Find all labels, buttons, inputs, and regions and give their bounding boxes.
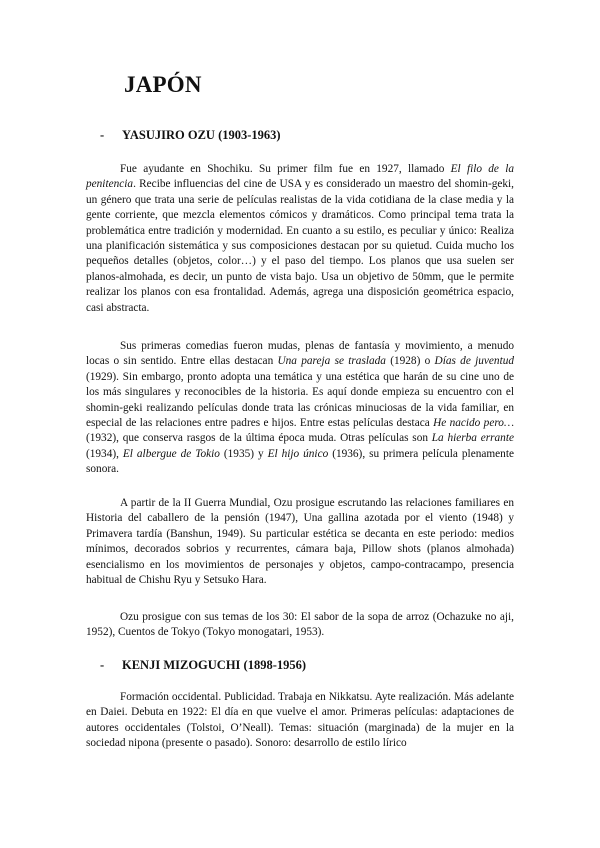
- bullet-dash: -: [100, 658, 105, 672]
- film-title: Una pareja se traslada: [277, 355, 386, 368]
- paragraph-text: (1929). Sin embargo, pronto adopta una temática y una estética que harán de su cine uno de los más singulares y reconocibles de la historia. Es aquí donde empieza su encuentro con el shomin-geki realizando películas donde trata las crónicas minuciosas de la vida familiar, en especial de las relaciones entre padres e hijos. Entre estas películas destaca: [86, 370, 514, 430]
- paragraph: [86, 339, 514, 478]
- paragraph-text: (1935) y: [219, 447, 268, 460]
- section-heading-text: KENJI MIZOGUCHI (1898-1956): [122, 658, 307, 672]
- paragraph-text: (1932), que conserva rasgos de la última época muda. Otras películas son: [86, 432, 432, 445]
- film-title: El albergue de Tokio: [122, 447, 220, 460]
- film-title: El hijo único: [267, 447, 329, 460]
- paragraph-text: (1936), su primera película plenamente sonora.: [86, 447, 514, 476]
- paragraph-text: (1934),: [86, 447, 123, 460]
- paragraph-text: Formación occidental. Publicidad. Trabaja en Nikkatsu. Ayte realización. Más adelante en Daiei. Debuta en 1922: El día en que vuelve el amor. Primeras películas: adaptaciones de autores occidentales (Tolstoi, O’Neall). Temas: situación (marginada) de la mujer en la sociedad nipona (presente o pasado). Sonoro: desarrollo de estilo lírico: [86, 691, 514, 750]
- bullet-dash: -: [100, 128, 105, 142]
- film-title: He nacido pero…: [433, 417, 514, 430]
- paragraph-text: Ozu prosigue con sus temas de los 30: El sabor de la sopa de arroz (Ochazuke no aji, 1952), Cuentos de Tokyo (Tokyo monogatari, 1953).: [86, 611, 514, 639]
- paragraph: [86, 496, 514, 588]
- film-title: La hierba errante: [431, 432, 514, 445]
- paragraph-text: Fue ayudante en Shochiku. Su primer film fue en 1927, llamado: [120, 163, 451, 175]
- paragraph: [86, 610, 514, 641]
- film-title: Días de juventud: [434, 355, 515, 368]
- paragraph-text: . Recibe influencias del cine de USA y es considerado un maestro del shomin-geki, un género que trata una serie de películas realistas de la vida cotidiana de la clase media y la gente corriente, que mezcla elementos cómicos y dramáticos. Como principal tema trata la problemática entre tradición y modernidad. En cuanto a su estilo, es peculiar y único: Realiza una planificación sistemática y sus composiciones destacan por su quietud. Cuida mucho los pequeños detalles (objetos, color…) y el paso del tiempo. Los planos que usa suelen ser planos-almohada, es decir, un punto de vista bajo. Usa un objetivo de 50mm, que le permite realizar los planos con esa frontalidad. Además, agrega una disposición geométrica espacio, casi abstracta.: [86, 178, 514, 314]
- section-heading-ozu: [100, 128, 281, 143]
- film-title: El filo de la penitencia: [86, 163, 515, 191]
- page-title: JAPÓN: [124, 72, 202, 97]
- section-heading-text: YASUJIRO OZU (1903-1963): [122, 128, 281, 142]
- paragraph-text: (1928) o: [385, 355, 435, 368]
- paragraph-text: A partir de la II Guerra Mundial, Ozu prosigue escrutando las relaciones familiares en Historia del caballero de la pensión (1947), Una gallina azotada por el viento (1948) y Primavera tardía (Banshun, 1949). Su particular estética se decanta en este periodo: medios mínimos, decorados sobrios y recurrentes, cámara baja, Pillow shots (planos almohada) esencialismo en los movimientos de personajes y objetos, campo-contracampo, presencia habitual de Chishu Ryu y Setsuko Hara.: [86, 497, 514, 587]
- paragraph: [86, 162, 514, 316]
- section-heading-mizoguchi: [100, 658, 306, 673]
- paragraph: [86, 690, 514, 752]
- paragraph-text: Sus primeras comedias fueron mudas, plenas de fantasía y movimiento, a menudo locas o sin sentido. Entre ellas destacan: [86, 340, 514, 368]
